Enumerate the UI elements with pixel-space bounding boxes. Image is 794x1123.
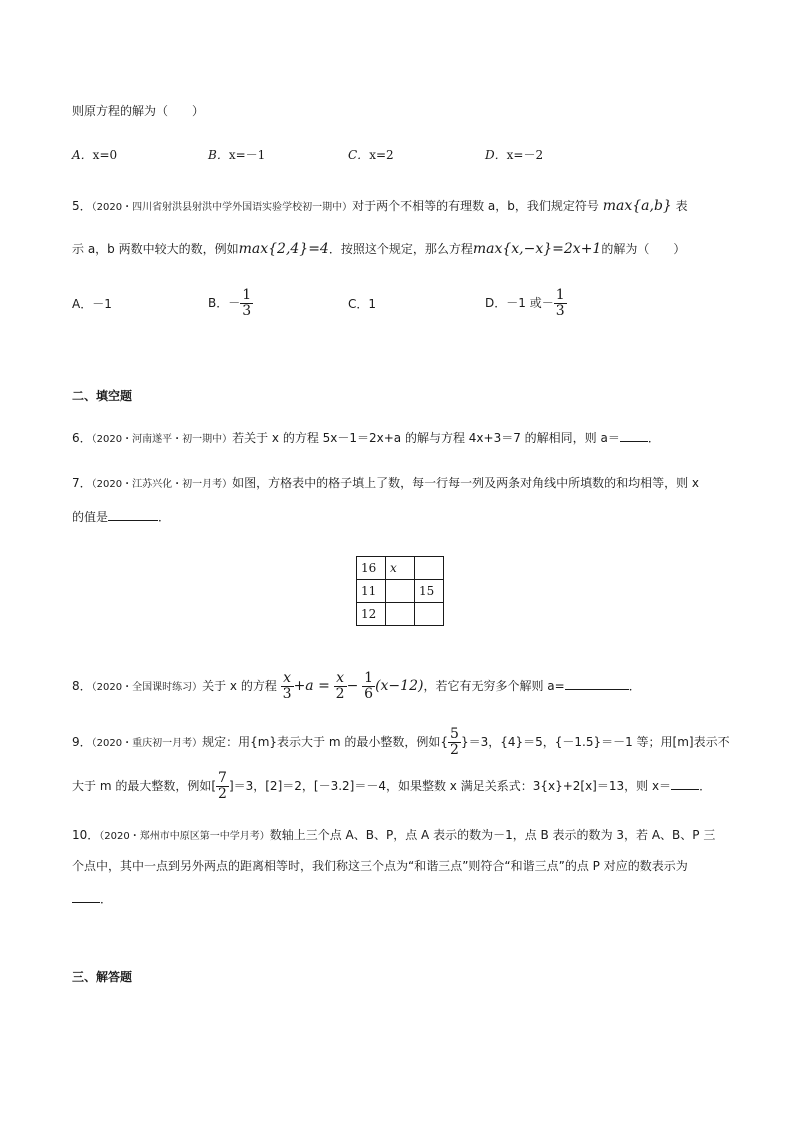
q7-text-2: 的值是 <box>72 510 109 524</box>
numerator: x <box>281 671 294 687</box>
q10-line3 <box>72 891 112 907</box>
grid-cell: 11 <box>357 580 386 603</box>
fraction <box>362 671 375 702</box>
grid-cell <box>415 603 444 626</box>
option-prefix: D．－1 或－ <box>485 296 554 310</box>
q7-answer-blank[interactable] <box>108 509 158 521</box>
q4-option-c <box>348 147 394 163</box>
q5-number: 5． <box>72 199 92 213</box>
numerator: 7 <box>218 770 227 786</box>
q6-source: （2020・河南遂平・初一期中） <box>91 434 233 445</box>
q10-line2 <box>72 858 688 874</box>
q8-text-2: ，若它有无穷多个解则 a= <box>423 679 565 693</box>
q5-line1 <box>72 198 688 216</box>
option-letter: C． <box>348 148 370 162</box>
denominator: 3 <box>555 303 565 319</box>
q6-line <box>72 430 660 448</box>
option-text: x=0 <box>92 148 118 162</box>
numerator: 5 <box>450 726 459 742</box>
option-text: x=2 <box>369 148 394 162</box>
q5-option-a: A．－1 <box>72 297 112 311</box>
q8-plus-a: +a = <box>293 678 330 694</box>
q8-minus: − <box>346 678 359 694</box>
section-2-heading: 二、填空题 <box>72 389 133 403</box>
option-letter: B． <box>208 148 229 162</box>
q6-number: 6． <box>72 431 92 445</box>
grid-row <box>357 580 444 603</box>
denominator: 2 <box>335 686 345 702</box>
q7-text-1: 如图，方格表中的格子填上了数，每一行每一列及两条对角线中所填数的和均相等，则 x <box>232 476 700 490</box>
q8-tail: (x−12) <box>375 678 424 694</box>
q5-source: （2020・四川省射洪县射洪中学外国语实验学校初一期中） <box>91 202 353 213</box>
q4-option-a <box>72 147 117 163</box>
q6-text: 若关于 x 的方程 5x－1＝2x+a 的解与方程 4x+3＝7 的解相同，则 a＝ <box>232 431 620 445</box>
q5-text-5: 的解为（ ） <box>601 242 686 256</box>
q7-line2 <box>72 509 170 525</box>
fraction <box>281 671 294 702</box>
q5-line2 <box>72 241 685 257</box>
q10-number: 10． <box>72 828 100 842</box>
q9-line1 <box>72 724 730 762</box>
option-text: x=－2 <box>506 148 544 162</box>
q5-max-symbol: max{a,b} <box>602 198 672 214</box>
q5-option-b <box>208 288 253 319</box>
q9-number: 9． <box>72 735 92 749</box>
q5-text-1: 对于两个不相等的有理数 a，b，我们规定符号 <box>352 199 599 213</box>
grid-cell <box>415 557 444 580</box>
q9-text-3: 大于 m 的最大整数，例如[ <box>72 779 217 793</box>
q10-text-2: 个点中，其中一点到另外两点的距离相等时，我们称这三个点为“和谐三点”则符合“和谐三点”的点 P 对应的数表示为 <box>72 859 688 873</box>
q10-end: ． <box>100 892 113 906</box>
q10-text-1: 数轴上三个点 A、B、P，点 A 表示的数为－1，点 B 表示的数为 3，若 A、B、P 三 <box>269 828 716 842</box>
denominator: 6 <box>364 686 374 702</box>
magic-square-grid <box>356 556 444 626</box>
numerator: 1 <box>242 287 252 303</box>
denominator: 2 <box>218 786 227 802</box>
grid-cell <box>386 603 415 626</box>
denominator: 2 <box>450 742 459 758</box>
fraction <box>448 727 461 758</box>
fraction <box>240 288 253 319</box>
q8-end: ． <box>628 679 641 693</box>
grid-cell: 12 <box>357 603 386 626</box>
q9-text-4: ]＝3，[2]＝2，[－3.2]＝－4，如果整数 x 满足关系式：3{x}+2[x]＝13，则 x＝ <box>228 779 672 793</box>
q5-option-d <box>485 288 567 319</box>
denominator: 3 <box>242 303 252 319</box>
q7-end: ． <box>158 510 171 524</box>
q5-text-2: 表 <box>675 199 688 213</box>
q8-line <box>72 668 641 706</box>
fraction <box>216 771 229 802</box>
q6-answer-blank[interactable] <box>620 430 648 442</box>
grid-cell: x <box>386 557 415 580</box>
q7-line1 <box>72 475 699 493</box>
q5-text-3: 示 a，b 两数中较大的数，例如 <box>72 242 239 256</box>
denominator: 3 <box>282 686 292 702</box>
fraction <box>334 671 347 702</box>
q9-text-2: }＝3，{4}＝5，{－1.5}＝－1 等；用[m]表示不 <box>460 735 730 749</box>
grid-cell <box>386 580 415 603</box>
option-text: x=－1 <box>228 148 266 162</box>
q4-option-d <box>485 147 543 163</box>
q9-line2 <box>72 768 711 804</box>
grid-row <box>357 557 444 580</box>
q5-text-4: ．按照这个规定，那么方程 <box>328 242 473 256</box>
q8-answer-blank[interactable] <box>565 678 629 690</box>
q7-number: 7． <box>72 476 92 490</box>
fraction <box>554 288 567 319</box>
q5-example: max{2,4}=4 <box>238 241 329 257</box>
grid-row <box>357 603 444 626</box>
numerator: 1 <box>364 670 374 686</box>
q4-option-b <box>208 147 265 163</box>
numerator: x <box>334 671 347 687</box>
q10-line1 <box>72 827 715 845</box>
q9-text-1: 规定：用{m}表示大于 m 的最小整数，例如{ <box>202 735 449 749</box>
option-letter: A． <box>72 148 93 162</box>
q5-equation: max{x,−x}=2x+1 <box>472 241 602 257</box>
q9-source: （2020・重庆初一月考） <box>91 738 203 749</box>
intro-line: 则原方程的解为（ ） <box>72 104 205 118</box>
q10-source: （2020・郑州市中原区第一中学月考） <box>99 831 270 842</box>
q8-text-1: 关于 x 的方程 <box>202 679 277 693</box>
q8-source: （2020・全国课时练习） <box>91 682 203 693</box>
numerator: 1 <box>555 287 565 303</box>
section-3-heading: 三、解答题 <box>72 970 133 984</box>
grid-cell: 15 <box>415 580 444 603</box>
q9-end: ． <box>699 779 712 793</box>
q8-number: 8． <box>72 679 92 693</box>
grid-cell: 16 <box>357 557 386 580</box>
option-prefix: B．－ <box>208 296 241 310</box>
q10-answer-blank[interactable] <box>72 891 100 903</box>
q7-source: （2020・江苏兴化・初一月考） <box>91 479 233 490</box>
q6-end: ． <box>647 431 660 445</box>
q5-option-c: C．1 <box>348 297 377 311</box>
option-letter: D． <box>485 148 507 162</box>
q9-answer-blank[interactable] <box>671 778 699 790</box>
